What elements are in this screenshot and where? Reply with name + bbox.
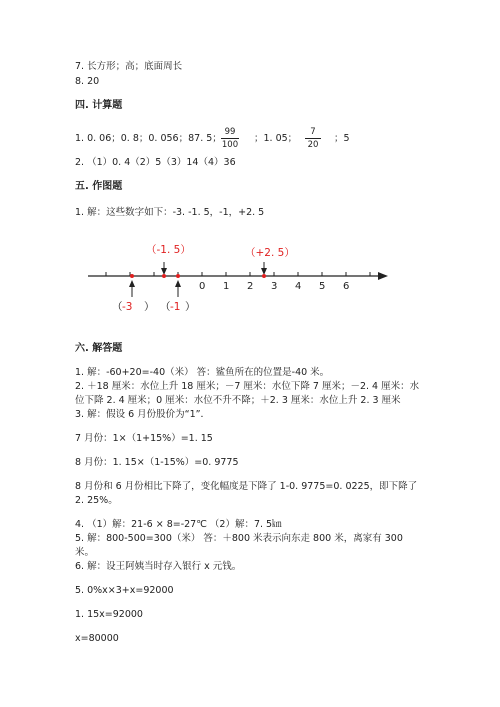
tick-label: 5 — [319, 281, 326, 292]
solve-2-line-1: 2. ＋18 厘米：水位上升 18 厘米；－7 厘米：水位下降 7 厘米；－2. 4 厘米：水 — [75, 381, 420, 392]
solve-1: 1. 解：-60+20=-40（米） 答：鲨鱼所在的位置是-40 米。 — [75, 367, 330, 378]
solve-5-line-1: 5. 解：800-500=300（米） 答：＋800 米表示向东走 800 米，离家有 300 — [75, 533, 403, 544]
tick-label: 0 — [199, 281, 206, 292]
solve-5-line-2: 米。 — [75, 547, 95, 558]
number-line-arrowhead — [378, 272, 388, 280]
solve-6: 6. 解：设王阿姨当时存入银行 x 元钱。 — [75, 561, 242, 572]
solve-3-compare-line-2: 2. 25%。 — [75, 495, 118, 506]
arrow-neg1-5-head — [161, 268, 167, 275]
fraction-numerator: 99 — [224, 127, 236, 137]
solve-3-compare-line-1: 8 月份和 6 月份相比下降了，变化幅度是下降了 1-0. 9775=0. 0225，即下降了 — [75, 481, 418, 492]
solve-3-july: 7 月份：1×（1+15%）=1. 15 — [75, 433, 213, 444]
section-6-title: 六. 解答题 — [75, 343, 123, 354]
point-pos2-5 — [262, 274, 266, 278]
point-neg1 — [176, 274, 180, 278]
label-neg1-close: ） — [185, 301, 196, 313]
label-pos2-5: （+2. 5） — [245, 247, 295, 259]
arrow-pos2-5-head — [261, 268, 267, 275]
section-5-title: 五. 作图题 — [75, 181, 123, 192]
fraction-numerator: 7 — [310, 127, 316, 137]
label-neg3: -3 — [122, 301, 133, 313]
tick-label: 3 — [271, 281, 278, 292]
calc-1-suffix: ；5 — [334, 133, 350, 144]
fraction-denominator: 20 — [307, 140, 319, 150]
section-4-title: 四. 计算题 — [75, 100, 123, 111]
point-neg3 — [130, 274, 134, 278]
label-neg1-5: （-1. 5） — [146, 244, 191, 256]
calc-1-separator: ；1. 05； — [254, 133, 298, 144]
label-neg3-close: ） — [144, 301, 155, 313]
arrow-neg3-head — [129, 280, 135, 287]
label-neg3-open: （ — [112, 301, 123, 313]
label-neg1-open: （ — [160, 301, 171, 313]
draw-1: 1. 解：这些数字如下：-3. -1. 5，-1，+2. 5 — [75, 207, 265, 218]
solve-4: 4. （1）解：21-6 × 8=-27℃ （2）解：7. 5㎞ — [75, 519, 282, 530]
answer-8: 8. 20 — [75, 76, 100, 87]
answer-7: 7. 长方形；高；底面周长 — [75, 61, 183, 72]
arrow-neg1-head — [175, 280, 181, 287]
solve-6-equation-2: 1. 15x=92000 — [75, 609, 143, 620]
label-neg1: -1 — [170, 301, 181, 313]
tick-label: 2 — [247, 281, 254, 292]
fraction-denominator: 100 — [221, 140, 239, 150]
point-neg1-5 — [162, 274, 166, 278]
tick-label: 4 — [295, 281, 302, 292]
solve-6-equation-1: 5. 0%x×3+x=92000 — [75, 585, 174, 596]
solve-6-equation-3: x=80000 — [75, 633, 119, 644]
calc-1-prefix: 1. 0. 06；0. 8；0. 056；87. 5； — [75, 133, 222, 144]
solve-2-line-2: 位下降 2. 4 厘米；0 厘米：水位不升不降；＋2. 3 厘米：水位上升 2. 3 厘米 — [75, 395, 401, 406]
solve-3: 3. 解：假设 6 月份股价为“1”． — [75, 409, 211, 420]
tick-label: 1 — [223, 281, 230, 292]
calc-2: 2. （1）0. 4（2）5（3）14（4）36 — [75, 157, 236, 168]
solve-3-august: 8 月份：1. 15×（1-15%）=0. 9775 — [75, 457, 239, 468]
tick-label: 6 — [343, 281, 350, 292]
